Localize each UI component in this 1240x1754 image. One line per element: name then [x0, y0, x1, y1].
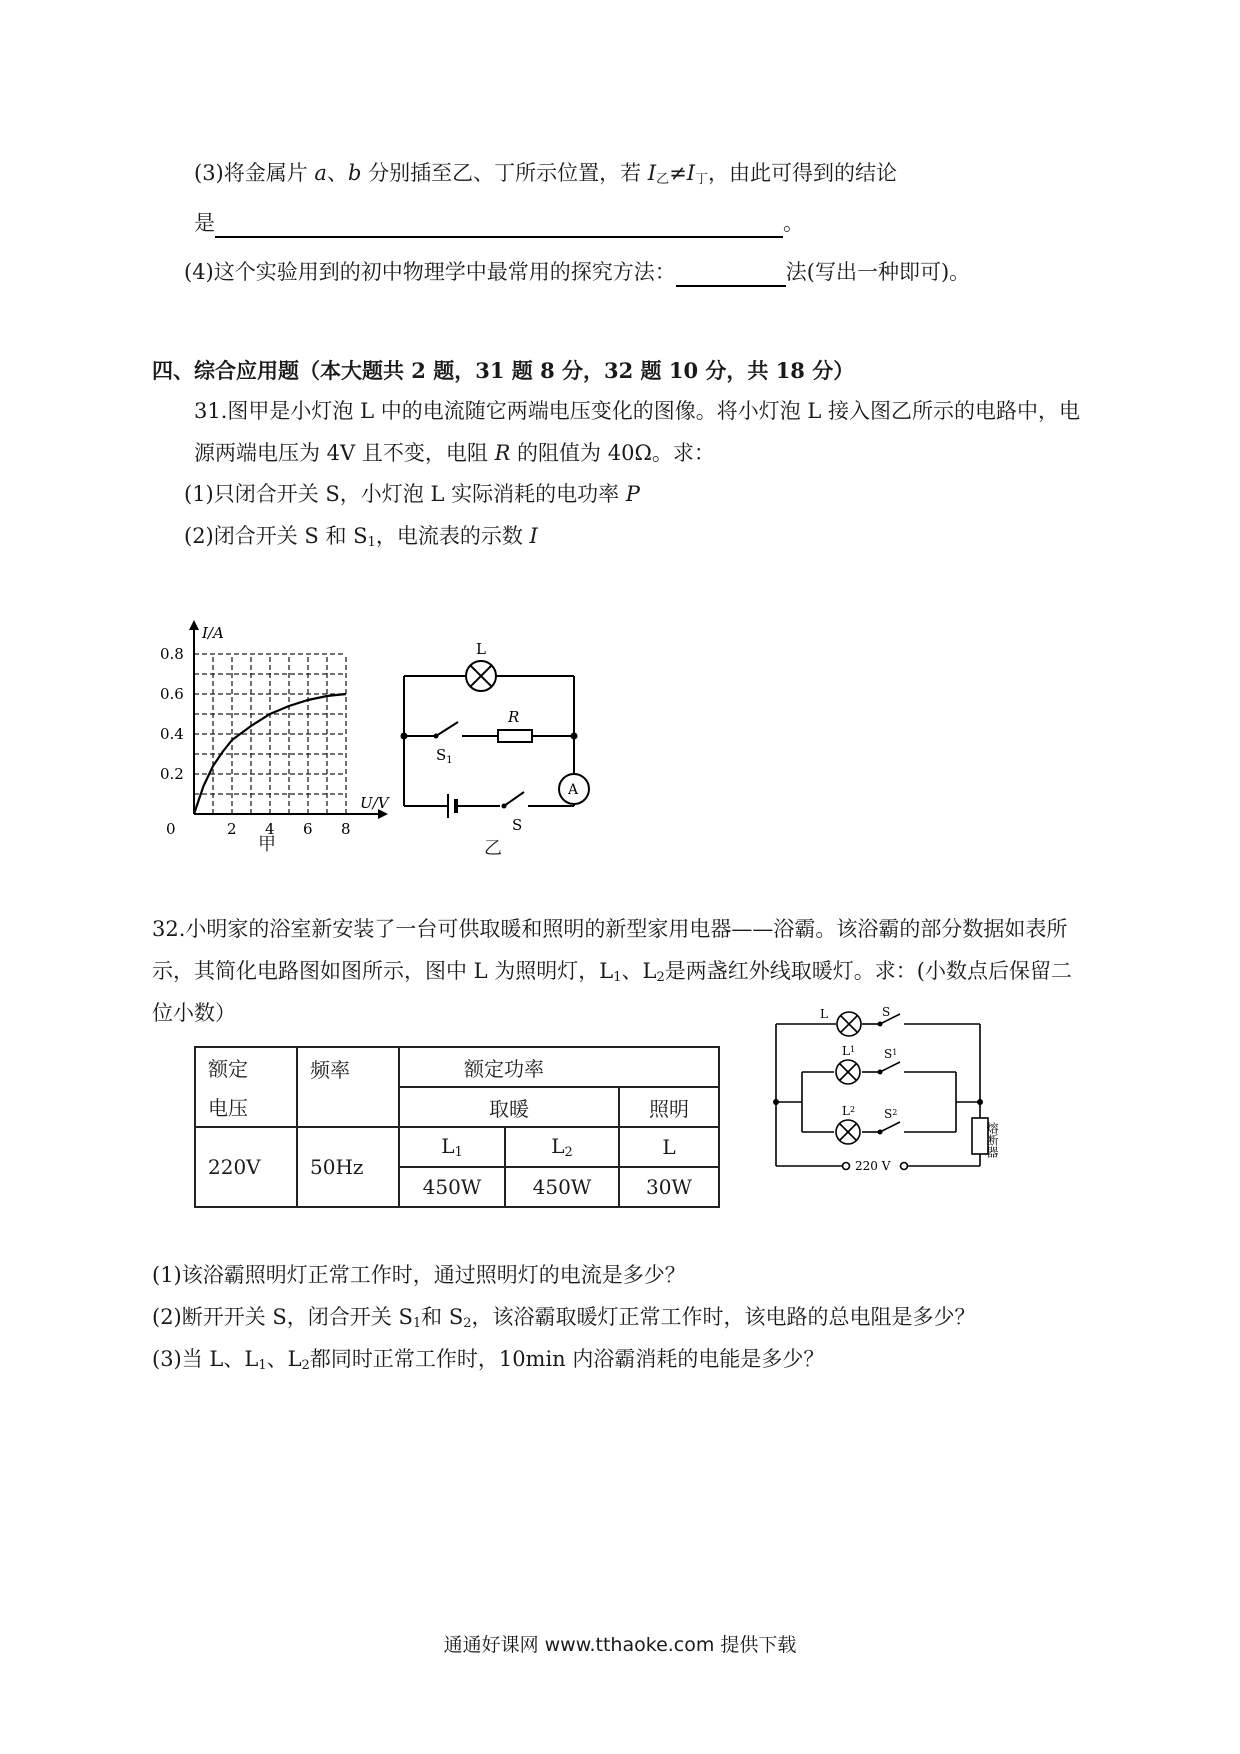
q32-sub2: (2)断开开关 S，闭合开关 $S_1$和 $S_2$，该浴霸取暖灯正常工作时，该电路的总电阻是多少？ — [152, 1305, 976, 1331]
terminal-right — [901, 1163, 908, 1170]
q31-sub1: (1)只闭合开关 S，小灯泡 L 实际消耗的电功率 P — [184, 482, 640, 506]
q30-part3-line1: (3)将金属片 a、b 分别插至乙、丁所示位置，若 $I_乙\ne I_丁$，由此可得到的结论 — [194, 161, 897, 187]
label-s: S — [512, 816, 523, 830]
junction-left — [773, 1099, 779, 1105]
cell-frequency: 50Hz — [297, 1127, 399, 1207]
contact-s — [878, 1022, 883, 1027]
y-axis-arrow — [189, 620, 199, 630]
cell-p-l1: 450W — [399, 1167, 505, 1207]
q32-stem-line3: 位小数） — [152, 1001, 236, 1025]
cell-p-l2: 450W — [505, 1167, 619, 1207]
label-s: S — [882, 1005, 891, 1019]
graph-jia — [160, 618, 400, 838]
q32-sub1: (1)该浴霸照明灯正常工作时，通过照明灯的电流是多少？ — [152, 1263, 686, 1287]
x-tick-label: 6 — [303, 820, 313, 838]
header-heating: 取暖 — [399, 1087, 619, 1127]
y-tick-label: 0.2 — [160, 765, 184, 783]
switch-s-contact — [502, 804, 507, 809]
switch-s2-blade — [880, 1122, 900, 1132]
cell-p-l: 30W — [619, 1167, 719, 1207]
y-tick-label: 0.6 — [160, 685, 184, 703]
header-frequency: 频率 — [297, 1047, 399, 1127]
y-tick-labels — [160, 645, 184, 783]
junction-right — [571, 733, 578, 740]
fig-yi-caption: 乙 — [484, 838, 502, 859]
x-tick-label: 4 — [265, 820, 275, 838]
x-tick-label: 2 — [227, 820, 237, 838]
switch-s1-blade — [880, 1062, 900, 1072]
circuit-bath-heater — [766, 1004, 1006, 1194]
label-a: A — [568, 782, 579, 798]
q31-sub2: (2)闭合开关 S 和 $S_1$，电流表的示数 I — [184, 524, 538, 550]
x-tick-label: 8 — [341, 820, 351, 838]
q32-sub3: (3)当 L、$L_1$、$L_2$都同时正常工作时，10min 内浴霸消耗的电能是多少？ — [152, 1347, 825, 1373]
label-l1: $L^1$ — [842, 1044, 856, 1058]
col-l1: $L_1$ — [399, 1127, 505, 1167]
contact-s2 — [878, 1130, 883, 1135]
x-axis-label: U/V — [360, 794, 389, 812]
q30-part4: (4)这个实验用到的初中物理学中最常用的探究方法： 法(写出一种即可)。 — [184, 257, 970, 287]
header-lighting: 照明 — [619, 1087, 719, 1127]
junction-left — [401, 733, 408, 740]
resistor-r — [498, 730, 532, 742]
q32-stem-line2: 示，其简化电路图如图所示，图中 L 为照明灯，$L_1$、$L_2$是两盏红外线取暖灯。求：(小数点后保留二 — [152, 959, 1072, 985]
footer-download-note: 通通好课网 www.tthaoke.com 提供下载 — [443, 1634, 797, 1656]
x-tick-label: 0 — [166, 820, 176, 838]
section4-heading: 四、综合应用题（本大题共 2 题，31 题 8 分，32 题 10 分，共 18 分） — [152, 358, 855, 383]
circuit-yi — [396, 630, 596, 830]
fig-jia-caption: 甲 — [258, 834, 276, 855]
q31-stem-line1: 31.图甲是小灯泡 L 中的电流随它两端电压变化的图像。将小灯泡 L 接入图乙所示的电路中，电 — [194, 399, 1080, 423]
label-s1: $S_1$ — [436, 746, 453, 766]
contact-s1 — [878, 1070, 883, 1075]
switch-s1-contact — [434, 734, 439, 739]
cell-voltage: 220V — [195, 1127, 297, 1207]
label-s2: $S^2$ — [884, 1107, 898, 1121]
label-fuse: 熔断器 — [985, 1122, 999, 1158]
label-r: R — [508, 708, 520, 726]
header-rated-voltage-1: 额定 — [195, 1047, 297, 1087]
answer-blank-method[interactable] — [676, 261, 786, 287]
col-l: L — [619, 1127, 719, 1167]
q32-stem-line1: 32.小明家的浴室新安装了一台可供取暖和照明的新型家用电器——浴霸。该浴霸的部分数据如表所 — [152, 917, 1068, 941]
y-tick-label: 0.8 — [160, 645, 184, 663]
switch-s-blade — [504, 792, 524, 806]
label-source: 220 V — [855, 1159, 891, 1173]
label-s1: $S^1$ — [884, 1047, 898, 1061]
switch-s1-blade — [436, 722, 458, 736]
junction-right — [977, 1099, 983, 1105]
y-axis-label: I/A — [202, 624, 224, 642]
label-l2: $L^2$ — [842, 1104, 856, 1118]
graph-grid — [194, 654, 346, 814]
header-rated-power: 额定功率 — [399, 1047, 719, 1087]
bath-heater-spec-table — [194, 1046, 720, 1208]
q30-part3-line2: 是 。 — [194, 208, 804, 238]
label-l: L — [820, 1007, 828, 1021]
y-tick-label: 0.4 — [160, 725, 184, 743]
terminal-left — [843, 1163, 850, 1170]
answer-blank-conclusion[interactable] — [215, 212, 783, 238]
q31-stem-line2: 源两端电压为 4V 且不变，电阻 R 的阻值为 40Ω。求： — [194, 441, 715, 465]
label-l: L — [476, 640, 486, 658]
header-rated-voltage-2: 电压 — [195, 1087, 297, 1127]
col-l2: $L_2$ — [505, 1127, 619, 1167]
